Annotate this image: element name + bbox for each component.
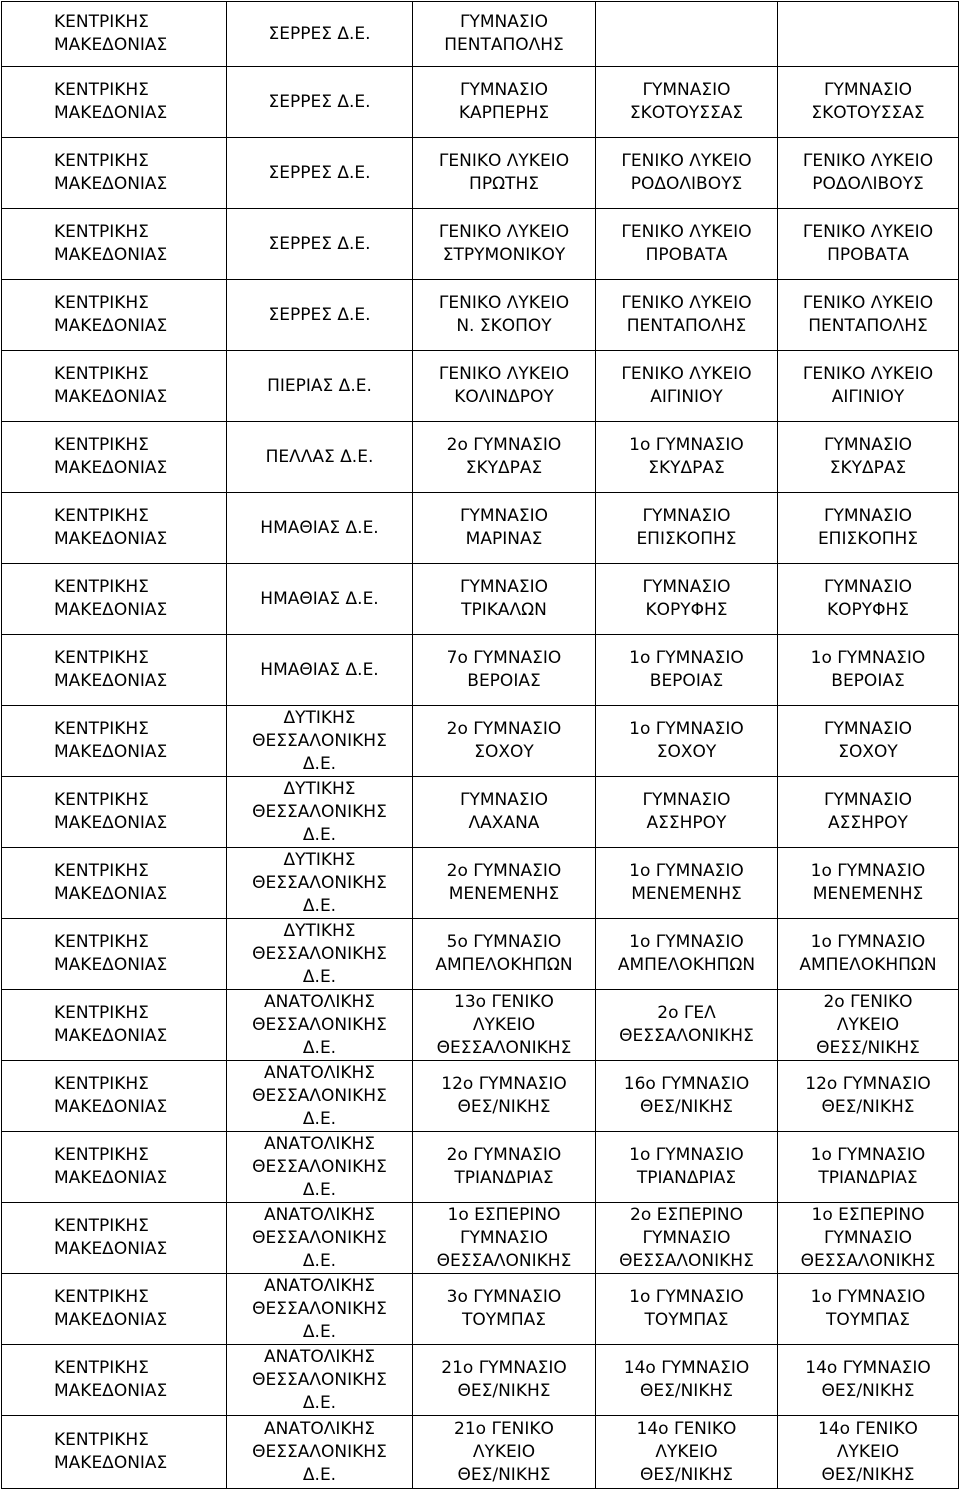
- school-cell: 2ο ΓΕΝΙΚΟ ΛΥΚΕΙΟ ΘΕΣΣ/ΝΙΚΗΣ: [778, 990, 959, 1061]
- region-cell: ΚΕΝΤΡΙΚΗΣ ΜΑΚΕΔΟΝΙΑΣ: [2, 1416, 227, 1489]
- school-cell: 1ο ΓΥΜΝΑΣΙΟ ΑΜΠΕΛΟΚΗΠΩΝ: [596, 919, 778, 990]
- directorate-cell: ΑΝΑΤΟΛΙΚΗΣ ΘΕΣΣΑΛΟΝΙΚΗΣ Δ.Ε.: [227, 1274, 413, 1345]
- school-cell: ΓΕΝΙΚΟ ΛΥΚΕΙΟ ΡΟΔΟΛΙΒΟΥΣ: [596, 138, 778, 209]
- region-cell: ΚΕΝΤΡΙΚΗΣ ΜΑΚΕΔΟΝΙΑΣ: [2, 635, 227, 706]
- school-cell: 1ο ΓΥΜΝΑΣΙΟ ΣΚΥΔΡΑΣ: [596, 422, 778, 493]
- school-cell: 1ο ΓΥΜΝΑΣΙΟ ΤΡΙΑΝΔΡΙΑΣ: [596, 1132, 778, 1203]
- school-cell: ΓΥΜΝΑΣΙΟ ΑΣΣΗΡΟΥ: [778, 777, 959, 848]
- school-cell: ΓΥΜΝΑΣΙΟ ΣΟΧΟΥ: [778, 706, 959, 777]
- region-cell: ΚΕΝΤΡΙΚΗΣ ΜΑΚΕΔΟΝΙΑΣ: [2, 706, 227, 777]
- region-cell: ΚΕΝΤΡΙΚΗΣ ΜΑΚΕΔΟΝΙΑΣ: [2, 848, 227, 919]
- directorate-cell: ΔΥΤΙΚΗΣ ΘΕΣΣΑΛΟΝΙΚΗΣ Δ.Ε.: [227, 919, 413, 990]
- school-cell: ΓΥΜΝΑΣΙΟ ΠΕΝΤΑΠΟΛΗΣ: [413, 2, 596, 67]
- region-cell: ΚΕΝΤΡΙΚΗΣ ΜΑΚΕΔΟΝΙΑΣ: [2, 493, 227, 564]
- directorate-cell: ΑΝΑΤΟΛΙΚΗΣ ΘΕΣΣΑΛΟΝΙΚΗΣ Δ.Ε.: [227, 990, 413, 1061]
- table-row: [2, 67, 959, 138]
- school-cell: ΓΕΝΙΚΟ ΛΥΚΕΙΟ ΡΟΔΟΛΙΒΟΥΣ: [778, 138, 959, 209]
- directorate-cell: ΣΕΡΡΕΣ Δ.Ε.: [227, 209, 413, 280]
- region-cell: ΚΕΝΤΡΙΚΗΣ ΜΑΚΕΔΟΝΙΑΣ: [2, 564, 227, 635]
- school-cell: ΓΥΜΝΑΣΙΟ ΤΡΙΚΑΛΩΝ: [413, 564, 596, 635]
- school-cell: ΓΕΝΙΚΟ ΛΥΚΕΙΟ ΚΟΛΙΝΔΡΟΥ: [413, 351, 596, 422]
- directorate-cell: ΣΕΡΡΕΣ Δ.Ε.: [227, 67, 413, 138]
- table-row: [2, 1416, 959, 1489]
- school-cell: 2ο ΕΣΠΕΡΙΝΟ ΓΥΜΝΑΣΙΟ ΘΕΣΣΑΛΟΝΙΚΗΣ: [596, 1203, 778, 1274]
- directorate-cell: ΣΕΡΡΕΣ Δ.Ε.: [227, 280, 413, 351]
- school-cell: ΓΕΝΙΚΟ ΛΥΚΕΙΟ ΠΕΝΤΑΠΟΛΗΣ: [778, 280, 959, 351]
- school-cell: ΓΕΝΙΚΟ ΛΥΚΕΙΟ ΠΡΟΒΑΤΑ: [778, 209, 959, 280]
- school-cell: 12ο ΓΥΜΝΑΣΙΟ ΘΕΣ/ΝΙΚΗΣ: [413, 1061, 596, 1132]
- school-cell: 1ο ΓΥΜΝΑΣΙΟ ΑΜΠΕΛΟΚΗΠΩΝ: [778, 919, 959, 990]
- school-cell: 12ο ΓΥΜΝΑΣΙΟ ΘΕΣ/ΝΙΚΗΣ: [778, 1061, 959, 1132]
- school-cell: ΓΕΝΙΚΟ ΛΥΚΕΙΟ ΣΤΡΥΜΟΝΙΚΟΥ: [413, 209, 596, 280]
- school-cell: ΓΕΝΙΚΟ ΛΥΚΕΙΟ ΑΙΓΙΝΙΟΥ: [596, 351, 778, 422]
- region-cell: ΚΕΝΤΡΙΚΗΣ ΜΑΚΕΔΟΝΙΑΣ: [2, 777, 227, 848]
- school-cell: 21ο ΓΕΝΙΚΟ ΛΥΚΕΙΟ ΘΕΣ/ΝΙΚΗΣ: [413, 1416, 596, 1489]
- table-row: [2, 422, 959, 493]
- table-row: [2, 1203, 959, 1274]
- region-cell: ΚΕΝΤΡΙΚΗΣ ΜΑΚΕΔΟΝΙΑΣ: [2, 209, 227, 280]
- schools-table-body: [2, 2, 959, 1489]
- school-cell: ΓΥΜΝΑΣΙΟ ΕΠΙΣΚΟΠΗΣ: [778, 493, 959, 564]
- school-cell: 2ο ΓΥΜΝΑΣΙΟ ΣΟΧΟΥ: [413, 706, 596, 777]
- table-row: [2, 706, 959, 777]
- table-row: [2, 351, 959, 422]
- directorate-cell: ΔΥΤΙΚΗΣ ΘΕΣΣΑΛΟΝΙΚΗΣ Δ.Ε.: [227, 706, 413, 777]
- school-cell: 3ο ΓΥΜΝΑΣΙΟ ΤΟΥΜΠΑΣ: [413, 1274, 596, 1345]
- school-cell: ΓΥΜΝΑΣΙΟ ΣΚΥΔΡΑΣ: [778, 422, 959, 493]
- school-cell: 5ο ΓΥΜΝΑΣΙΟ ΑΜΠΕΛΟΚΗΠΩΝ: [413, 919, 596, 990]
- directorate-cell: ΑΝΑΤΟΛΙΚΗΣ ΘΕΣΣΑΛΟΝΙΚΗΣ Δ.Ε.: [227, 1132, 413, 1203]
- school-cell: 16ο ΓΥΜΝΑΣΙΟ ΘΕΣ/ΝΙΚΗΣ: [596, 1061, 778, 1132]
- school-cell: ΓΥΜΝΑΣΙΟ ΚΟΡΥΦΗΣ: [778, 564, 959, 635]
- region-cell: ΚΕΝΤΡΙΚΗΣ ΜΑΚΕΔΟΝΙΑΣ: [2, 1132, 227, 1203]
- directorate-cell: ΗΜΑΘΙΑΣ Δ.Ε.: [227, 635, 413, 706]
- directorate-cell: ΗΜΑΘΙΑΣ Δ.Ε.: [227, 564, 413, 635]
- region-cell: ΚΕΝΤΡΙΚΗΣ ΜΑΚΕΔΟΝΙΑΣ: [2, 2, 227, 67]
- table-row: [2, 280, 959, 351]
- school-cell: 1ο ΕΣΠΕΡΙΝΟ ΓΥΜΝΑΣΙΟ ΘΕΣΣΑΛΟΝΙΚΗΣ: [413, 1203, 596, 1274]
- school-cell: 2ο ΓΥΜΝΑΣΙΟ ΤΡΙΑΝΔΡΙΑΣ: [413, 1132, 596, 1203]
- school-cell: 2ο ΓΥΜΝΑΣΙΟ ΣΚΥΔΡΑΣ: [413, 422, 596, 493]
- directorate-cell: ΑΝΑΤΟΛΙΚΗΣ ΘΕΣΣΑΛΟΝΙΚΗΣ Δ.Ε.: [227, 1061, 413, 1132]
- directorate-cell: ΑΝΑΤΟΛΙΚΗΣ ΘΕΣΣΑΛΟΝΙΚΗΣ Δ.Ε.: [227, 1416, 413, 1489]
- table-row: [2, 1345, 959, 1416]
- school-cell: 1ο ΓΥΜΝΑΣΙΟ ΜΕΝΕΜΕΝΗΣ: [778, 848, 959, 919]
- schools-table: [1, 1, 959, 1489]
- directorate-cell: ΗΜΑΘΙΑΣ Δ.Ε.: [227, 493, 413, 564]
- school-cell: ΓΕΝΙΚΟ ΛΥΚΕΙΟ Ν. ΣΚΟΠΟΥ: [413, 280, 596, 351]
- table-row: [2, 564, 959, 635]
- table-row: [2, 2, 959, 67]
- directorate-cell: ΑΝΑΤΟΛΙΚΗΣ ΘΕΣΣΑΛΟΝΙΚΗΣ Δ.Ε.: [227, 1203, 413, 1274]
- region-cell: ΚΕΝΤΡΙΚΗΣ ΜΑΚΕΔΟΝΙΑΣ: [2, 919, 227, 990]
- school-cell: ΓΥΜΝΑΣΙΟ ΑΣΣΗΡΟΥ: [596, 777, 778, 848]
- table-row: [2, 1061, 959, 1132]
- directorate-cell: ΠΕΛΛΑΣ Δ.Ε.: [227, 422, 413, 493]
- region-cell: ΚΕΝΤΡΙΚΗΣ ΜΑΚΕΔΟΝΙΑΣ: [2, 422, 227, 493]
- school-cell: ΓΥΜΝΑΣΙΟ ΣΚΟΤΟΥΣΣΑΣ: [778, 67, 959, 138]
- table-row: [2, 777, 959, 848]
- school-cell: ΓΥΜΝΑΣΙΟ ΕΠΙΣΚΟΠΗΣ: [596, 493, 778, 564]
- school-cell: 14ο ΓΕΝΙΚΟ ΛΥΚΕΙΟ ΘΕΣ/ΝΙΚΗΣ: [596, 1416, 778, 1489]
- school-cell: [778, 2, 959, 67]
- school-cell: 1ο ΓΥΜΝΑΣΙΟ ΣΟΧΟΥ: [596, 706, 778, 777]
- school-cell: 1ο ΓΥΜΝΑΣΙΟ ΒΕΡΟΙΑΣ: [596, 635, 778, 706]
- directorate-cell: ΔΥΤΙΚΗΣ ΘΕΣΣΑΛΟΝΙΚΗΣ Δ.Ε.: [227, 848, 413, 919]
- table-row: [2, 919, 959, 990]
- table-row: [2, 493, 959, 564]
- directorate-cell: ΠΙΕΡΙΑΣ Δ.Ε.: [227, 351, 413, 422]
- region-cell: ΚΕΝΤΡΙΚΗΣ ΜΑΚΕΔΟΝΙΑΣ: [2, 280, 227, 351]
- school-cell: 1ο ΓΥΜΝΑΣΙΟ ΤΡΙΑΝΔΡΙΑΣ: [778, 1132, 959, 1203]
- school-cell: 1ο ΓΥΜΝΑΣΙΟ ΒΕΡΟΙΑΣ: [778, 635, 959, 706]
- school-cell: ΓΕΝΙΚΟ ΛΥΚΕΙΟ ΠΡΟΒΑΤΑ: [596, 209, 778, 280]
- school-cell: ΓΥΜΝΑΣΙΟ ΣΚΟΤΟΥΣΣΑΣ: [596, 67, 778, 138]
- school-cell: 13ο ΓΕΝΙΚΟ ΛΥΚΕΙΟ ΘΕΣΣΑΛΟΝΙΚΗΣ: [413, 990, 596, 1061]
- school-cell: ΓΥΜΝΑΣΙΟ ΚΟΡΥΦΗΣ: [596, 564, 778, 635]
- table-row: [2, 990, 959, 1061]
- region-cell: ΚΕΝΤΡΙΚΗΣ ΜΑΚΕΔΟΝΙΑΣ: [2, 1203, 227, 1274]
- school-cell: ΓΕΝΙΚΟ ΛΥΚΕΙΟ ΑΙΓΙΝΙΟΥ: [778, 351, 959, 422]
- region-cell: ΚΕΝΤΡΙΚΗΣ ΜΑΚΕΔΟΝΙΑΣ: [2, 1345, 227, 1416]
- school-cell: 14ο ΓΥΜΝΑΣΙΟ ΘΕΣ/ΝΙΚΗΣ: [596, 1345, 778, 1416]
- table-row: [2, 138, 959, 209]
- table-row: [2, 1132, 959, 1203]
- school-cell: ΓΥΜΝΑΣΙΟ ΜΑΡΙΝΑΣ: [413, 493, 596, 564]
- directorate-cell: ΔΥΤΙΚΗΣ ΘΕΣΣΑΛΟΝΙΚΗΣ Δ.Ε.: [227, 777, 413, 848]
- school-cell: 14ο ΓΕΝΙΚΟ ΛΥΚΕΙΟ ΘΕΣ/ΝΙΚΗΣ: [778, 1416, 959, 1489]
- region-cell: ΚΕΝΤΡΙΚΗΣ ΜΑΚΕΔΟΝΙΑΣ: [2, 138, 227, 209]
- region-cell: ΚΕΝΤΡΙΚΗΣ ΜΑΚΕΔΟΝΙΑΣ: [2, 67, 227, 138]
- school-cell: 1ο ΓΥΜΝΑΣΙΟ ΜΕΝΕΜΕΝΗΣ: [596, 848, 778, 919]
- school-cell: ΓΥΜΝΑΣΙΟ ΚΑΡΠΕΡΗΣ: [413, 67, 596, 138]
- school-cell: ΓΕΝΙΚΟ ΛΥΚΕΙΟ ΠΡΩΤΗΣ: [413, 138, 596, 209]
- school-cell: 2ο ΓΕΛ ΘΕΣΣΑΛΟΝΙΚΗΣ: [596, 990, 778, 1061]
- table-row: [2, 1274, 959, 1345]
- school-cell: ΓΥΜΝΑΣΙΟ ΛΑΧΑΝΑ: [413, 777, 596, 848]
- school-cell: [596, 2, 778, 67]
- region-cell: ΚΕΝΤΡΙΚΗΣ ΜΑΚΕΔΟΝΙΑΣ: [2, 1061, 227, 1132]
- school-cell: 1ο ΓΥΜΝΑΣΙΟ ΤΟΥΜΠΑΣ: [596, 1274, 778, 1345]
- region-cell: ΚΕΝΤΡΙΚΗΣ ΜΑΚΕΔΟΝΙΑΣ: [2, 990, 227, 1061]
- table-row: [2, 635, 959, 706]
- directorate-cell: ΣΕΡΡΕΣ Δ.Ε.: [227, 2, 413, 67]
- school-cell: 14ο ΓΥΜΝΑΣΙΟ ΘΕΣ/ΝΙΚΗΣ: [778, 1345, 959, 1416]
- directorate-cell: ΑΝΑΤΟΛΙΚΗΣ ΘΕΣΣΑΛΟΝΙΚΗΣ Δ.Ε.: [227, 1345, 413, 1416]
- region-cell: ΚΕΝΤΡΙΚΗΣ ΜΑΚΕΔΟΝΙΑΣ: [2, 351, 227, 422]
- table-row: [2, 848, 959, 919]
- directorate-cell: ΣΕΡΡΕΣ Δ.Ε.: [227, 138, 413, 209]
- school-cell: 2ο ΓΥΜΝΑΣΙΟ ΜΕΝΕΜΕΝΗΣ: [413, 848, 596, 919]
- school-cell: 1ο ΕΣΠΕΡΙΝΟ ΓΥΜΝΑΣΙΟ ΘΕΣΣΑΛΟΝΙΚΗΣ: [778, 1203, 959, 1274]
- school-cell: 7ο ΓΥΜΝΑΣΙΟ ΒΕΡΟΙΑΣ: [413, 635, 596, 706]
- region-cell: ΚΕΝΤΡΙΚΗΣ ΜΑΚΕΔΟΝΙΑΣ: [2, 1274, 227, 1345]
- school-cell: ΓΕΝΙΚΟ ΛΥΚΕΙΟ ΠΕΝΤΑΠΟΛΗΣ: [596, 280, 778, 351]
- school-cell: 21ο ΓΥΜΝΑΣΙΟ ΘΕΣ/ΝΙΚΗΣ: [413, 1345, 596, 1416]
- school-cell: 1ο ΓΥΜΝΑΣΙΟ ΤΟΥΜΠΑΣ: [778, 1274, 959, 1345]
- table-row: [2, 209, 959, 280]
